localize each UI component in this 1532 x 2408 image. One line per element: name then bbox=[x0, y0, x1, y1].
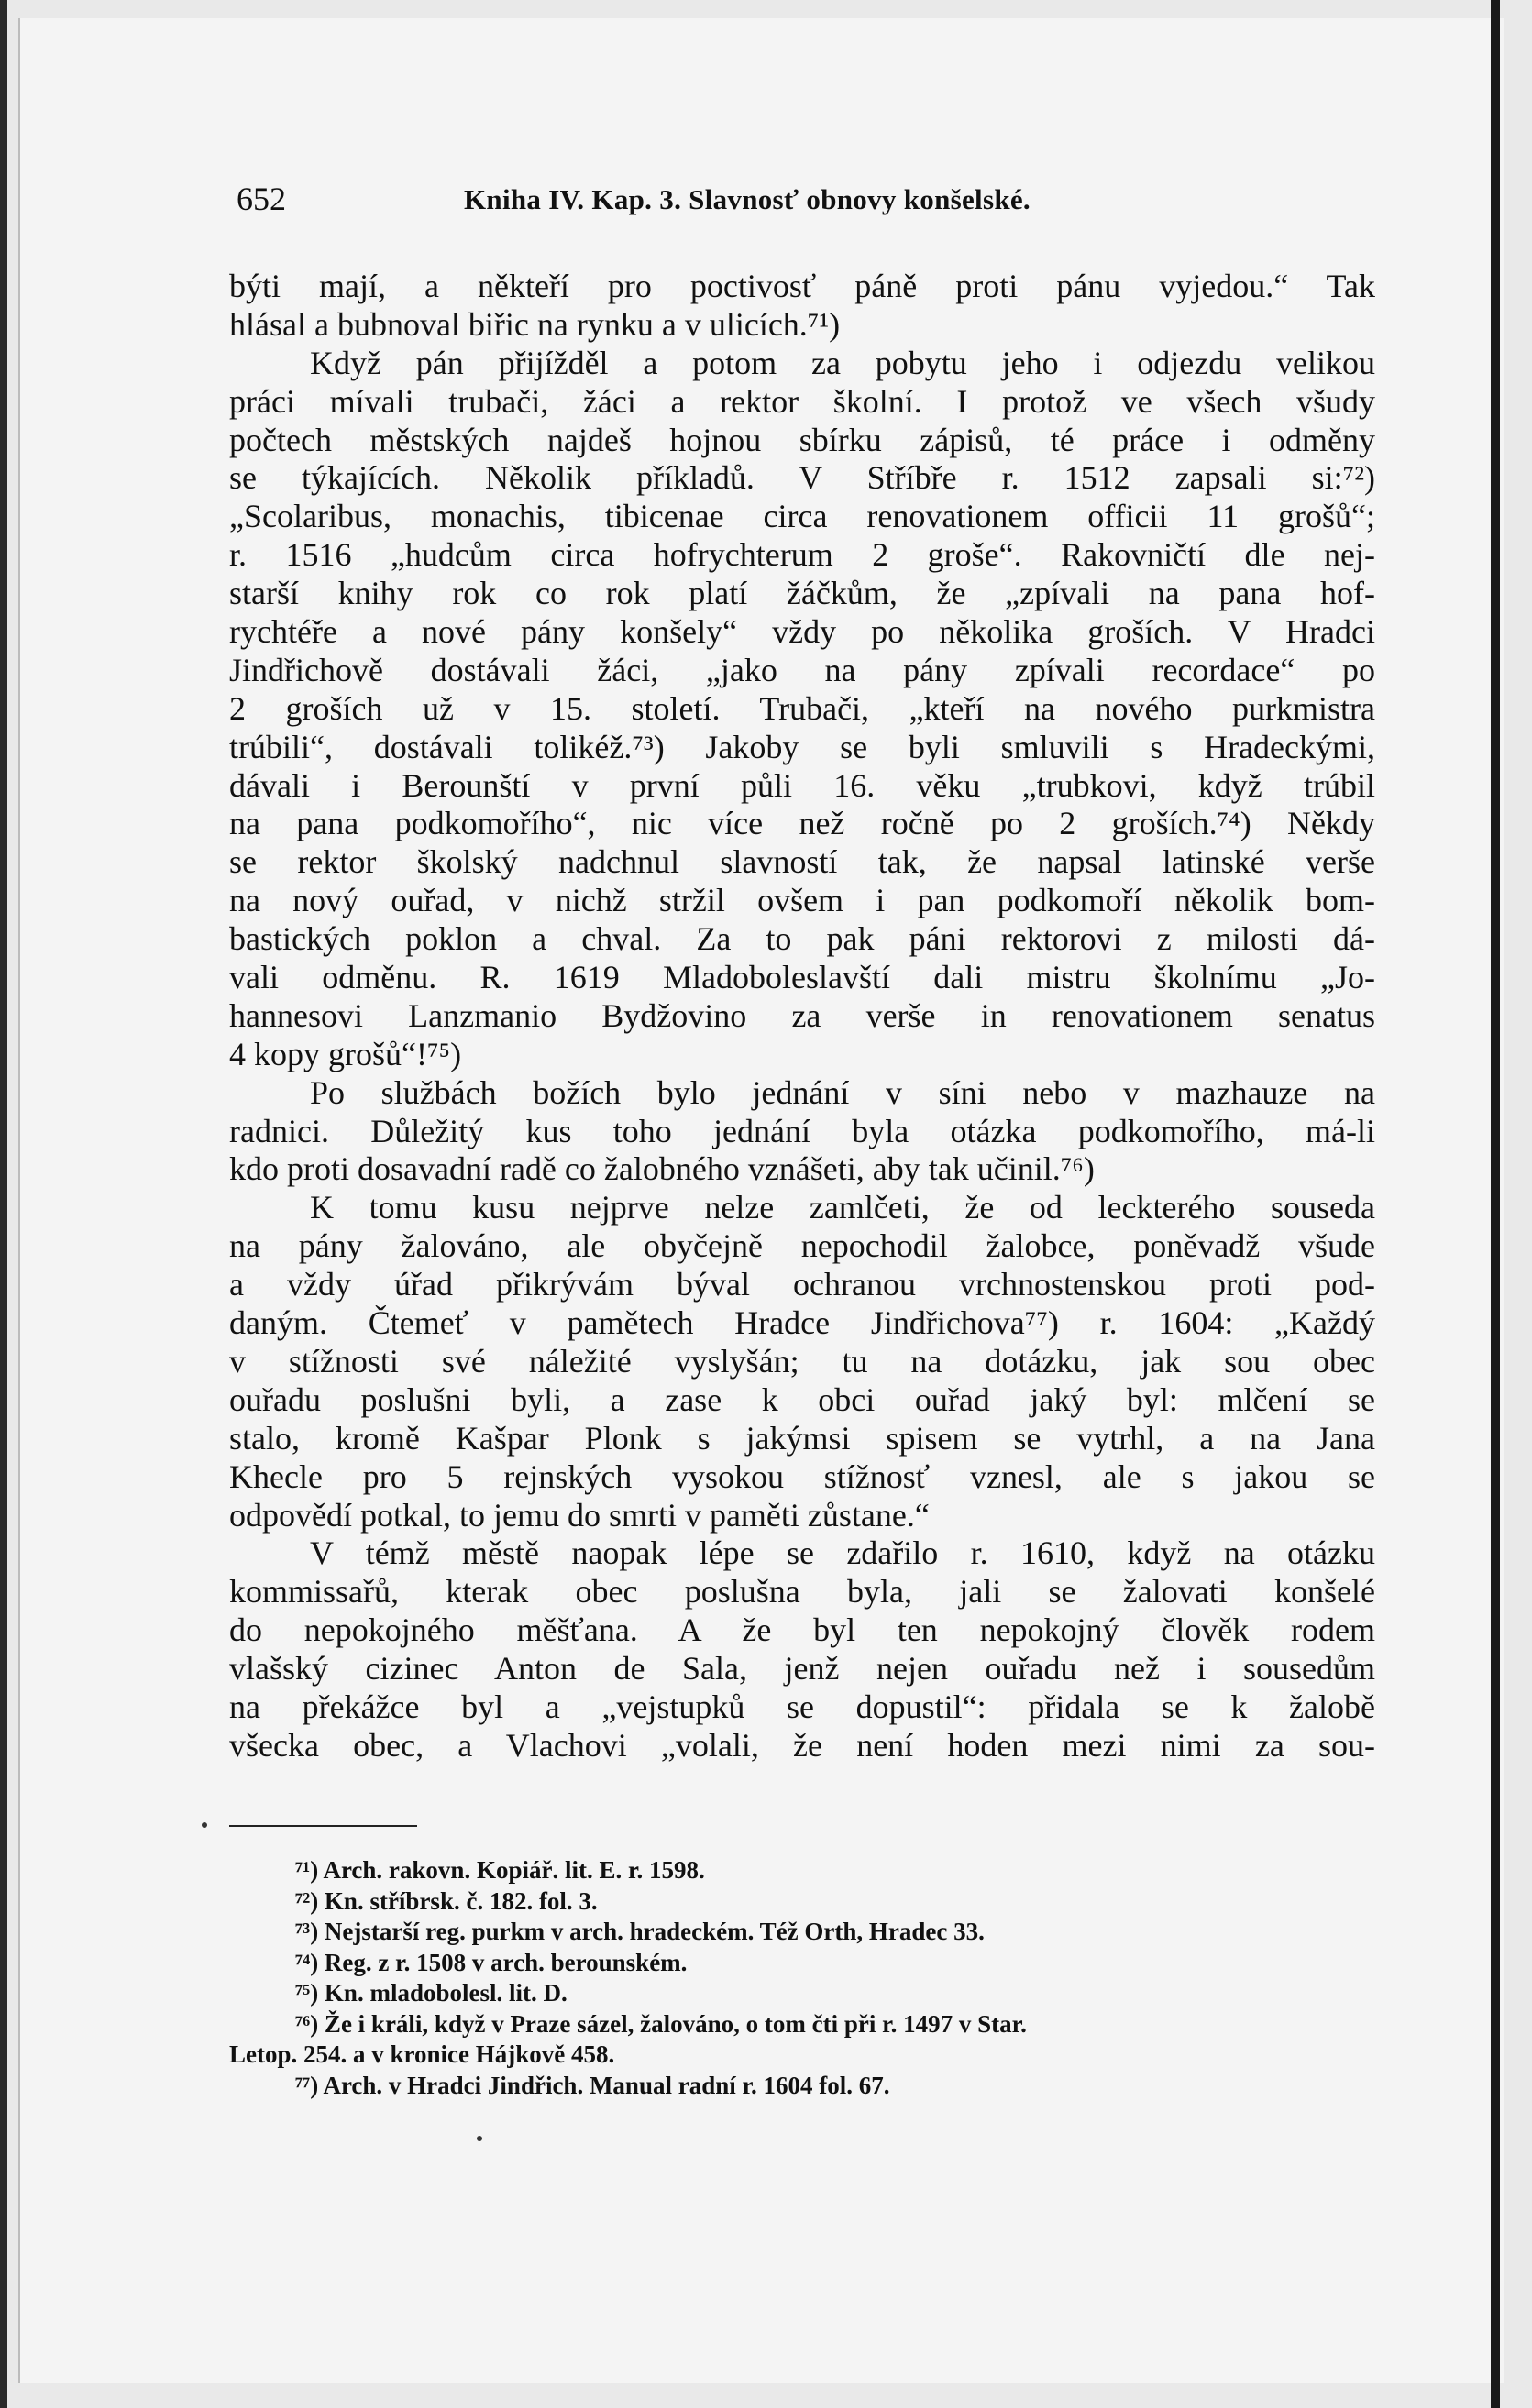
footnote: ⁷⁷) Arch. v Hradci Jindřich. Manual radní r. 1604 fol. 67. bbox=[295, 2071, 890, 2099]
text-line: se týkajících. Několik příkladů. V Stříbře r. 1512 zapsali si:⁷²) bbox=[229, 459, 1375, 497]
footnote: ⁷¹) Arch. rakovn. Kopiář. lit. E. r. 1598. bbox=[295, 1856, 705, 1884]
page-number: 652 bbox=[237, 181, 286, 217]
text-line: V témž městě naopak lépe se zdařilo r. 1610, když na otázku bbox=[310, 1534, 1375, 1572]
text-line: všecka obec, a Vlachovi „volali, že není hoden mezi nimi za sou- bbox=[229, 1726, 1375, 1764]
text-line: daným. Čtemeť v pamětech Hradce Jindřichova⁷⁷) r. 1604: „Každý bbox=[229, 1304, 1375, 1342]
text-line: v stížnosti své náležité vyslyšán; tu na dotázku, jak sou obec bbox=[229, 1342, 1375, 1380]
text-line: odpovědí potkal, to jemu do smrti v paměti zůstane.“ bbox=[229, 1496, 930, 1534]
text-line: vali odměnu. R. 1619 Mladoboleslavští dali mistru školnímu „Jo- bbox=[229, 959, 1375, 996]
text-line: a vždy úřad přikrývám býval ochranou vrchnostenskou proti pod- bbox=[229, 1266, 1375, 1303]
text-line: se rektor školský nadchnul slavností tak, že napsal latinské verše bbox=[229, 843, 1375, 881]
footnote-rule bbox=[229, 1825, 417, 1827]
text-line: kdo proti dosavadní radě co žalobného vznášeti, aby tak učinil.⁷⁶) bbox=[229, 1150, 1095, 1188]
text-line: ouřadu poslušni byli, a zase k obci ouřad jaký byl: mlčení se bbox=[229, 1380, 1375, 1418]
text-line: práci mívali trubači, žáci a rektor školní. I protož ve všech všudy bbox=[229, 382, 1375, 420]
text-line: 4 kopy grošů“!⁷⁵) bbox=[229, 1035, 462, 1072]
text-line: hannesovi Lanzmanio Bydžovino za verše in renovationem senatus bbox=[229, 996, 1375, 1034]
text-line: r. 1516 „hudcům circa hofrychterum 2 groše“. Rakovničtí dle nej- bbox=[229, 536, 1375, 574]
text-line: hlásal a bubnoval biřic na rynku a v ulicích.⁷¹) bbox=[229, 305, 841, 343]
text-line: K tomu kusu nejprve nelze zamlčeti, že od leckterého souseda bbox=[310, 1189, 1375, 1226]
text-line: vlašský cizinec Anton de Sala, jenž nejen ouřadu než i sousedům bbox=[229, 1650, 1375, 1688]
text-line: starší knihy rok co rok platí žáčkům, že „zpívali na pana hof- bbox=[229, 575, 1375, 612]
text-line: na překážce byl a „vejstupků se dopustil“: přidala se k žalobě bbox=[229, 1688, 1375, 1725]
footnote: ⁷⁶) Že i králi, když v Praze sázel, žalováno, o tom čti při r. 1497 v Star. bbox=[295, 2009, 1027, 2038]
text-line: „Scolaribus, monachis, tibicenae circa renovationem officii 11 grošů“; bbox=[229, 498, 1375, 535]
text-line: stalo, kromě Kašpar Plonk s jakýmsi spisem se vytrhl, a na Jana bbox=[229, 1419, 1375, 1457]
footnotes bbox=[229, 1855, 1375, 2101]
text-line: Khecle pro 5 rejnských vysokou stížnosť vznesl, ale s jakou se bbox=[229, 1457, 1375, 1495]
text-line: Jindřichově dostávali žáci, „jako na pány zpívali recordace“ po bbox=[229, 651, 1375, 688]
ink-speck bbox=[477, 2136, 482, 2141]
footnote: ⁷²) Kn. stříbrsk. č. 182. fol. 3. bbox=[295, 1886, 598, 1915]
text-line: dávali i Berounští v první půli 16. věku „trubkovi, když trúbil bbox=[229, 766, 1375, 804]
footnote: ⁷⁴) Reg. z r. 1508 v arch. berounském. bbox=[295, 1948, 688, 1976]
footnote-continuation: Letop. 254. a v kronice Hájkově 458. bbox=[229, 2040, 615, 2068]
text-line: bastických poklon a chval. Za to pak páni rektorovi z milosti dá- bbox=[229, 920, 1375, 958]
footnote: ⁷⁵) Kn. mladobolesl. lit. D. bbox=[295, 1979, 568, 2007]
ink-speck bbox=[202, 1822, 207, 1828]
text-line: býti mají, a někteří pro poctivosť páně proti pánu vyjedou.“ Tak bbox=[229, 268, 1375, 304]
scan-left-edge bbox=[0, 0, 7, 2408]
text-line: na pány žalováno, ale obyčejně nepochodil žalobce, poněvadž všude bbox=[229, 1227, 1375, 1265]
text-line: do nepokojného měšťana. A že byl ten nepokojný člověk rodem bbox=[229, 1611, 1375, 1649]
text-line: trúbili“, dostávali tolikéž.⁷³) Jakoby se byli smluvili s Hradeckými, bbox=[229, 728, 1375, 765]
running-title: Kniha IV. Kap. 3. Slavnosť obnovy konšelské. bbox=[464, 183, 1031, 215]
text-line: kommissařů, kterak obec poslušna byla, jali se žalovati konšelé bbox=[229, 1573, 1375, 1611]
text-line: rychtéře a nové pány konšely“ vždy po několika groších. V Hradci bbox=[229, 613, 1375, 651]
text-line: 2 groších už v 15. století. Trubači, „kteří na nového purkmistra bbox=[229, 689, 1375, 727]
text-line: Když pán přijížděl a potom za pobytu jeho i odjezdu velikou bbox=[310, 344, 1375, 381]
text-line: radnici. Důležitý kus toho jednání byla otázka podkomořího, má-li bbox=[229, 1112, 1375, 1149]
text-line: na nový ouřad, v nichž stržil ovšem i pan podkomoří několik bom- bbox=[229, 882, 1375, 919]
text-line: na pana podkomořího“, nic více než ročně po 2 groších.⁷⁴) Někdy bbox=[229, 805, 1375, 842]
body-text bbox=[229, 268, 1375, 1765]
scan-right-edge bbox=[1491, 0, 1500, 2408]
text-line: počtech městských najdeš hojnou sbírku zápisů, té práce i odměny bbox=[229, 421, 1375, 458]
text-line: Po službách božích bylo jednání v síni nebo v mazhauze na bbox=[310, 1073, 1375, 1111]
footnote: ⁷³) Nejstarší reg. purkm v arch. hradeckém. Též Orth, Hradec 33. bbox=[295, 1918, 985, 1945]
